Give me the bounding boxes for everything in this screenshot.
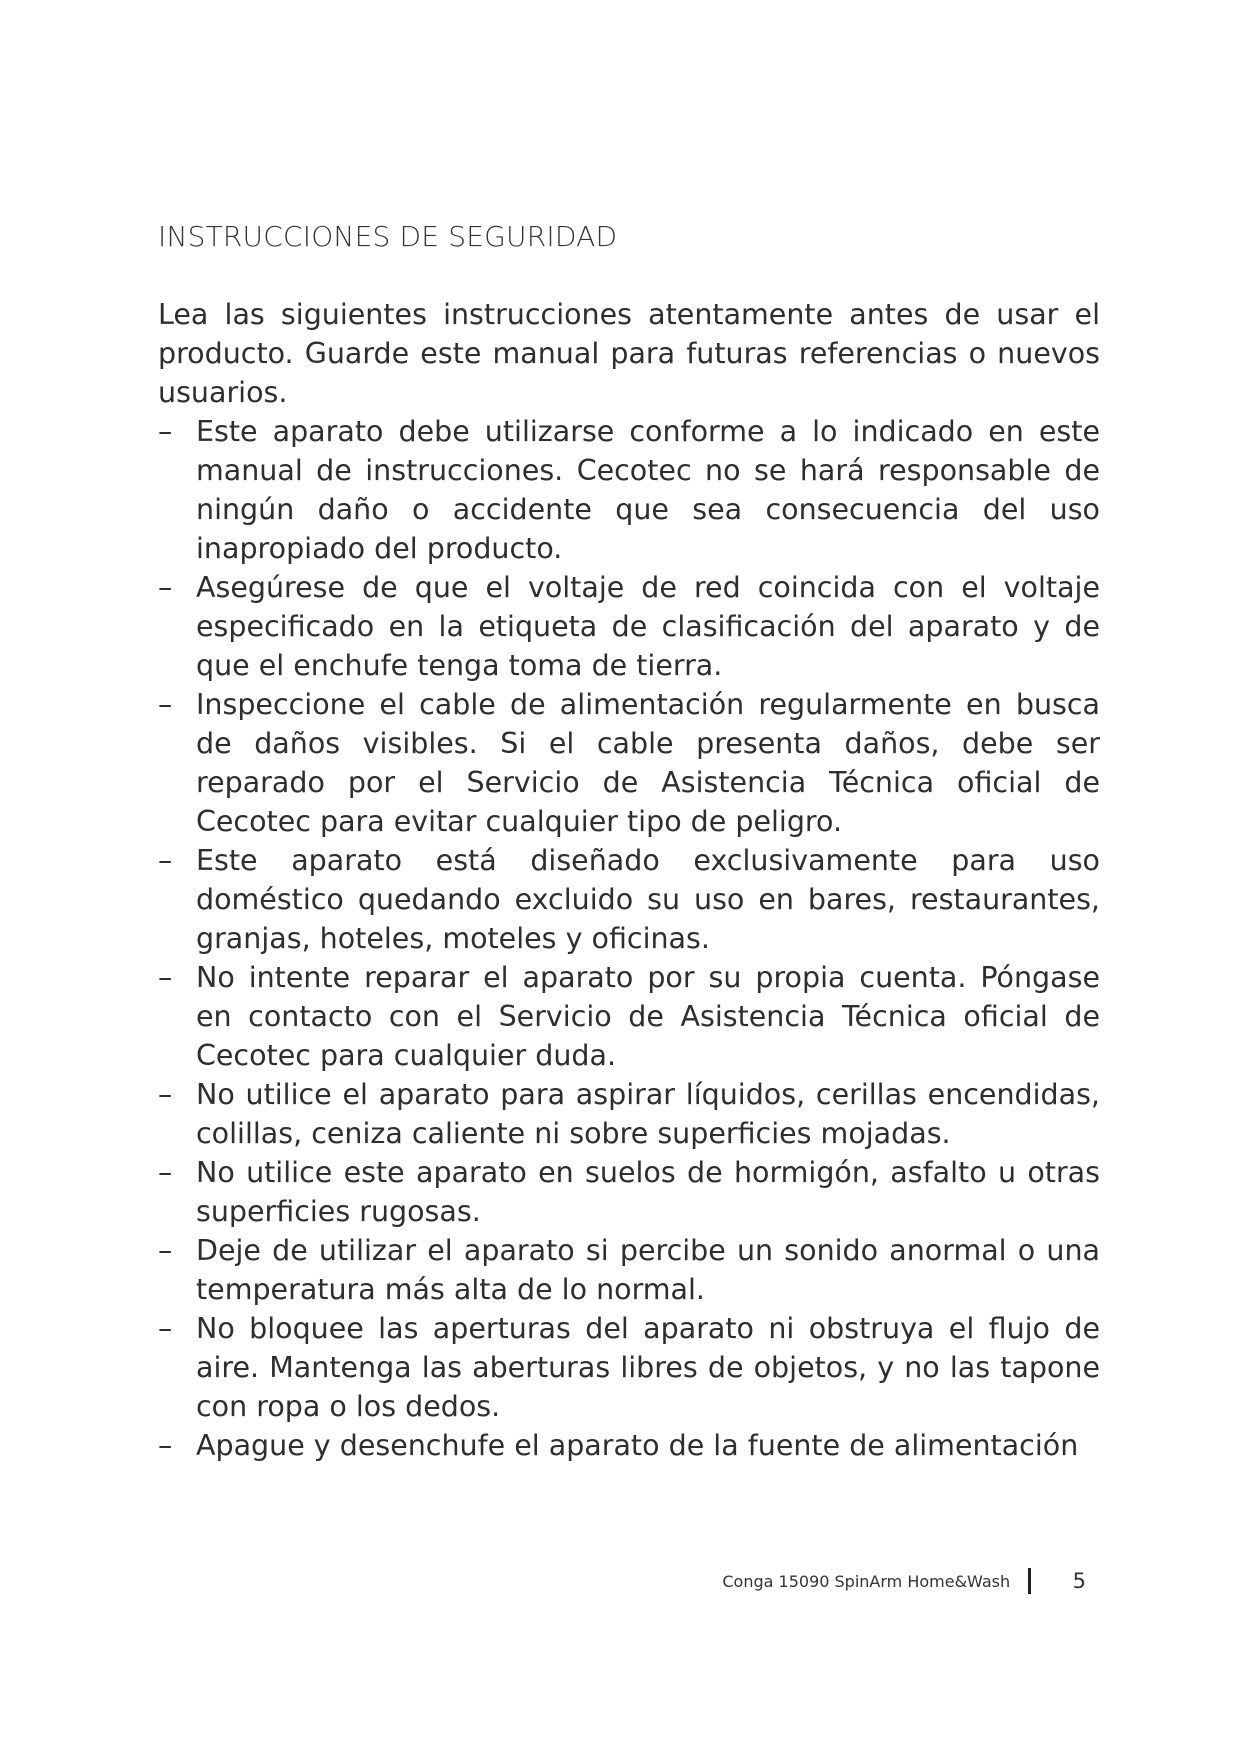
list-item: – Este aparato debe utilizarse conforme a lo indicado en este manual de instrucciones. Cecotec no se hará responsable de ningún daño o accidente que sea consecuencia del uso inapropiado del producto. [158, 412, 1100, 568]
footer-product-name: Conga 15090 SpinArm Home&Wash [722, 1571, 1011, 1591]
list-item: – Este aparato está diseñado exclusivamente para uso doméstico quedando excluido su uso en bares, restaurantes, granjas, hoteles, moteles y oficinas. [158, 841, 1100, 958]
footer-divider [1028, 1568, 1031, 1594]
page-number: 5 [1072, 1569, 1086, 1593]
list-item: – Apague y desenchufe el aparato de la fuente de alimentación [158, 1426, 1100, 1465]
list-item: – No utilice este aparato en suelos de hormigón, asfalto u otras superficies rugosas. [158, 1153, 1100, 1231]
list-item: – Asegúrese de que el voltaje de red coincida con el voltaje especificado en la etiqueta de clasificación del aparato y de que el enchufe tenga toma de tierra. [158, 568, 1100, 685]
list-item: – Inspeccione el cable de alimentación regularmente en busca de daños visibles. Si el cable presenta daños, debe ser reparado por el Servicio de Asistencia Técnica oficial de Cecotec para evitar cualquier tipo de peligro. [158, 685, 1100, 841]
list-item: – No intente reparar el aparato por su propia cuenta. Póngase en contacto con el Servicio de Asistencia Técnica oficial de Cecotec para cualquier duda. [158, 958, 1100, 1075]
safety-instructions-list [158, 412, 1100, 1465]
intro-paragraph: Lea las siguientes instrucciones atentamente antes de usar el producto. Guarde este manual para futuras referencias o nuevos usuarios. [158, 298, 1100, 409]
page-footer [722, 1568, 1086, 1594]
list-item: – No utilice el aparato para aspirar líquidos, cerillas encendidas, colillas, ceniza caliente ni sobre superficies mojadas. [158, 1075, 1100, 1153]
page-title: INSTRUCCIONES DE SEGURIDAD [158, 220, 618, 253]
list-item: – No bloquee las aperturas del aparato ni obstruya el flujo de aire. Mantenga las aberturas libres de objetos, y no las tapone con ropa o los dedos. [158, 1309, 1100, 1426]
list-item: – Deje de utilizar el aparato si percibe un sonido anormal o una temperatura más alta de lo normal. [158, 1231, 1100, 1309]
document-body [158, 295, 1100, 1465]
